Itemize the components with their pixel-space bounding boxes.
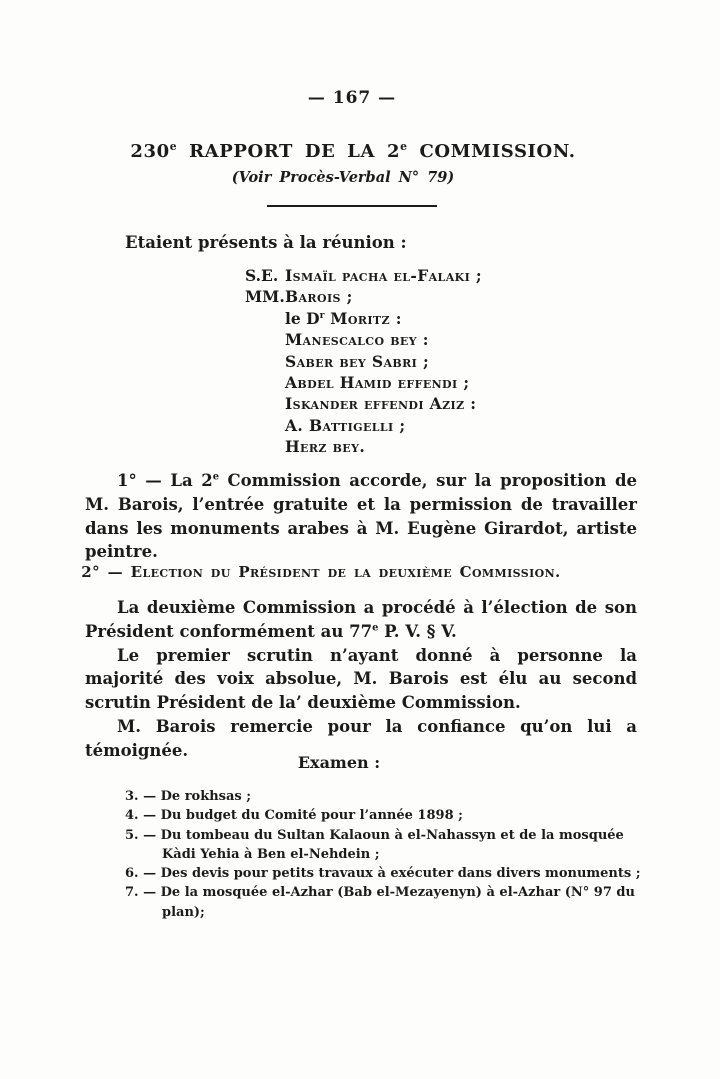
- examen-item: [125, 806, 641, 825]
- attendee-row: [245, 393, 482, 414]
- examen-item: [125, 864, 641, 883]
- examen-item-text: — De la mosquée el-Azhar (Bab el-Mezayenyn) à el-Azhar (N° 97 du plan);: [143, 885, 635, 920]
- ordinal-superscript: e: [372, 622, 379, 634]
- report-subtitle-text: (Voir Procès-Verbal N° 79): [231, 169, 455, 186]
- attendance-intro: Etaient présents à la réunion :: [125, 233, 407, 252]
- examen-item-number: 4.: [125, 808, 139, 824]
- examen-list: [125, 787, 641, 922]
- examen-item: [125, 883, 641, 922]
- attendee-row: [245, 329, 482, 350]
- attendee-name: Saber bey Sabri ;: [285, 351, 430, 371]
- ordinal-superscript: e: [212, 471, 219, 483]
- attendee-row: [245, 372, 482, 393]
- examen-item-number: 6.: [125, 866, 139, 882]
- report-title: [85, 141, 637, 162]
- examen-item-number: 5.: [125, 827, 139, 843]
- attendee-row: [245, 436, 482, 457]
- examen-item-number: 7.: [125, 885, 139, 901]
- paragraph-item-1: 1° — La 2e Commission accorde, sur la proposition de M. Barois, l’entrée gratuite et la permission de travailler dans les monuments arabes à M. Eugène Girardot, artiste peintre.: [85, 471, 637, 562]
- attendee-name: Abdel Hamid effendi ;: [285, 373, 470, 393]
- attendee-prefix: S.E.: [245, 266, 279, 285]
- section-heading-text: 2° — Election du Président de la deuxième Commission.: [81, 563, 561, 581]
- paragraph-remerciement: M. Barois remercie pour la confiance qu’on lui a témoignée.: [85, 716, 637, 760]
- attendee-name: Ismaïl pacha el-Falaki ;: [285, 266, 483, 285]
- examen-item-text: — Des devis pour petits travaux à exécuter dans divers monuments ;: [143, 866, 641, 882]
- examen-heading-text: Examen :: [297, 753, 381, 772]
- page-number-text: — 167 —: [307, 88, 397, 108]
- attendee-prefix: MM.: [245, 287, 285, 307]
- attendee-name: A. Battigelli ;: [285, 415, 406, 435]
- examen-item-text: — Du budget du Comité pour l’année 1898 ;: [143, 808, 463, 824]
- page-number: [85, 88, 637, 108]
- title-superscript: e: [400, 140, 408, 153]
- attendee-name: Barois ;: [285, 287, 353, 307]
- section-heading-election: [81, 563, 637, 581]
- attendee-row: [245, 351, 482, 372]
- attendee-row: [245, 265, 482, 286]
- examen-item: [125, 826, 641, 865]
- examen-item-text: — Du tombeau du Sultan Kalaoun à el-Nahassyn et de la mosquée Kàdi Yehia à Ben el-Nehdein ;: [143, 827, 624, 862]
- paragraph-scrutin: Le premier scrutin n’ayant donné à personne la majorité des voix absolue, M. Barois est élu au second scrutin Président de la’ deuxième Commission.: [85, 645, 637, 713]
- attendee-row: [245, 415, 482, 436]
- attendee-name: Iskander effendi Aziz :: [285, 394, 477, 414]
- examen-item-number: 3.: [125, 789, 139, 804]
- attendee-row: [245, 286, 482, 307]
- attendee-list: [245, 265, 482, 458]
- body-paragraphs: [85, 596, 637, 763]
- report-title-text: 230e RAPPORT DE LA 2e COMMISSION.: [130, 140, 576, 162]
- title-superscript: e: [169, 140, 178, 153]
- divider-rule: [267, 205, 437, 207]
- attendee-name: Herz bey.: [285, 437, 366, 457]
- paragraph-election-procedure: La deuxième Commission a procédé à l’élection de son Président conformément au 77e P. V. § V.: [85, 598, 637, 641]
- report-subtitle: [85, 169, 637, 186]
- attendee-name: Manescalco bey :: [285, 330, 429, 350]
- attendee-name: le $D^r$ Moritz :: [285, 308, 402, 328]
- examen-heading: [85, 753, 637, 772]
- examen-item-text: — De rokhsas ;: [143, 789, 252, 804]
- attendee-row: [245, 308, 482, 329]
- examen-item: [125, 787, 641, 806]
